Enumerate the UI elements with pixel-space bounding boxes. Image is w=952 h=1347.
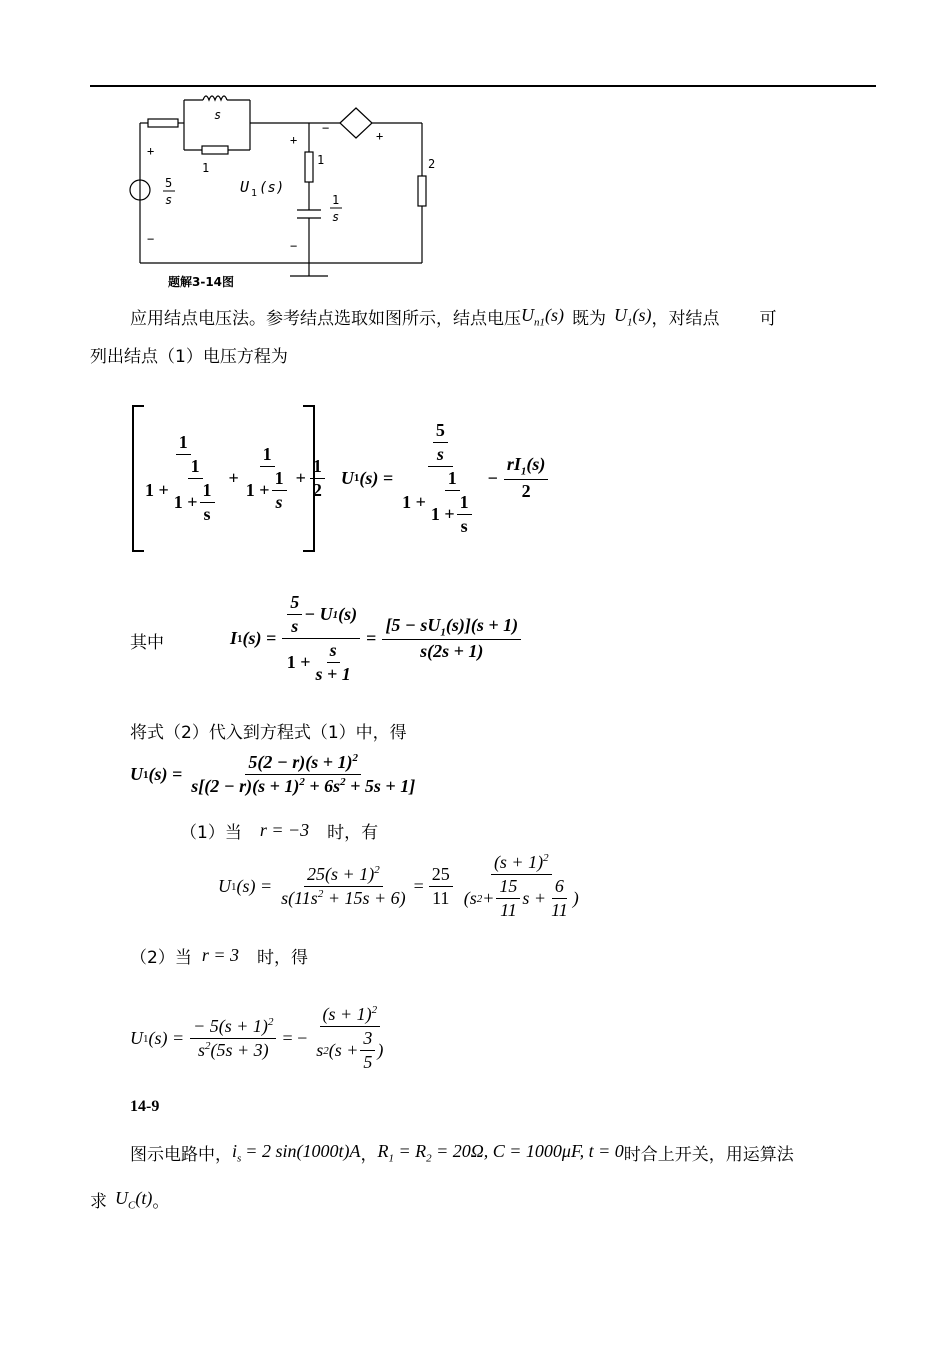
cap-label-num: 1 [332, 193, 340, 207]
equation-4: U 1 (s) = $\frac{25(s + 1)^2}{s(11s^2 + 15s + 6)}$ = $\frac{25}{11}$ $(s + 1)^2$ (s 2 + $\frac{15}{11}$ s + $\frac{6}{11}$ ) [218, 852, 579, 920]
source-minus: − [147, 232, 155, 246]
node-minus: − [290, 239, 298, 253]
source-plus: + [147, 144, 155, 158]
case2: （2）当 r = 3 时，得 [130, 945, 308, 968]
eq2-lead: 其中 [130, 633, 164, 653]
problem-line1: 图示电路中， $i_s = 2$ sin(1000t)A ， $R_1 = R_2 = 20\Omega$, C = 1000μF, t = 0 时合上开关，用运算法 [130, 1140, 794, 1165]
problem-line2: 求 $U_C(t)$ 。 [90, 1187, 170, 1212]
right-resistor-label: 2 [428, 157, 436, 171]
dep-plus: + [376, 129, 384, 143]
parallel-resistor-label: 1 [202, 161, 210, 175]
para2: 将式（2）代入到方程式（1）中，得 [130, 723, 407, 743]
source-den: s [165, 193, 173, 207]
inductor-label: s [214, 108, 222, 122]
equation-1: 1 1 + 1 1 + $\frac{1}{s}$ + 1 1 + $\frac{1}{s}$ + $\frac{1}{2}$ U 1 (s) = $\frac{5}{s}$ 1 + 1 1 + $\frac{1}{s}$ − $\frac{rI_1(s)}{2}$ [140, 418, 550, 538]
u1-arg: (s) [259, 180, 285, 196]
case1: （1）当 r = −3 时，有 [180, 820, 379, 843]
equation-2: I 1 (s) = $\frac{5}{s}$ − U 1 (s) 1 + $\frac{s}{s + 1}$ = $\frac{[5 - sU_1(s)](s + 1)}{s(2s + 1)}$ [230, 592, 523, 685]
vertical-resistor-label: 1 [317, 153, 325, 167]
equation-5: U 1 (s) = $\frac{- 5(s + 1)^2}{s^2(5s + 3)}$ = − $(s + 1)^2$ s 2 (s + $\frac{3}{5}$ ) [130, 1004, 384, 1072]
header-rule [90, 85, 876, 87]
circuit-diagram [110, 88, 450, 288]
dep-minus: − [322, 121, 330, 135]
para1-line1: 应用结点电压法。参考结点选取如图所示，结点电压 $U_{n1}(s)$ 既为 $U_1(s)$ ，对结点 可 [130, 304, 777, 329]
source-num: 5 [165, 176, 173, 190]
equation-3: U 1 (s) = $\frac{5(2 - r)(s + 1)^2}{s[(2 - r)(s + 1)^2 + 6s^2 + 5s + 1]}$ [130, 752, 416, 796]
cap-label-den: s [332, 210, 340, 224]
para1-line2: 列出结点（1）电压方程为 [90, 347, 288, 367]
u1-sub: 1 [251, 188, 258, 199]
circuit-caption: 题解3-14图 [168, 275, 235, 288]
section-title: 14-9 [130, 1098, 160, 1115]
u1-label: U [240, 178, 250, 196]
node-plus: + [290, 133, 298, 147]
